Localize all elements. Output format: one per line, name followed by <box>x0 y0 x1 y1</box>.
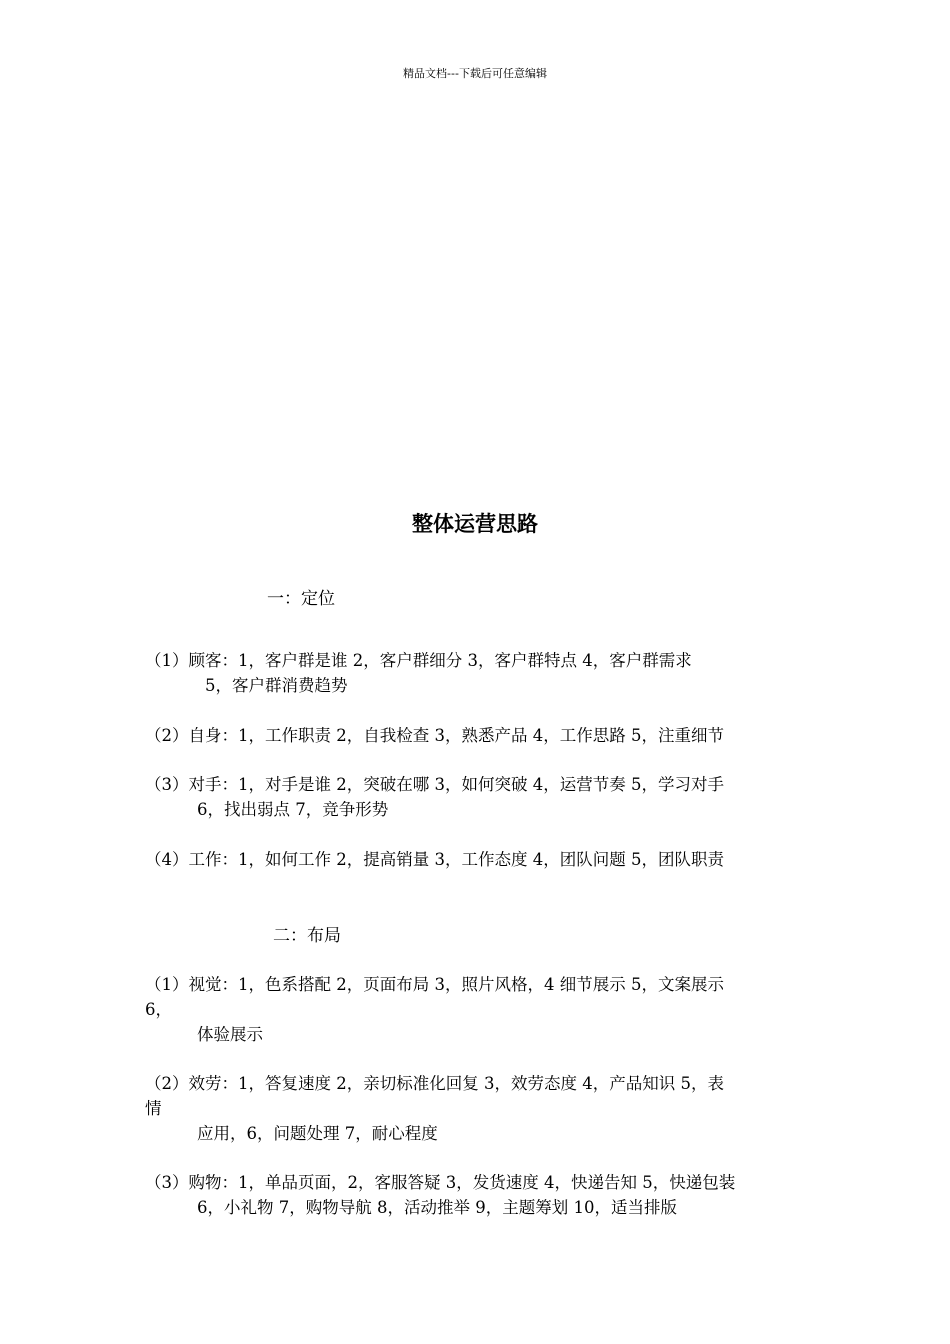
paragraph-line: （1）视觉：1，色系搭配 2，页面布局 3，照片风格，4 细节展示 5，文案展示 <box>145 975 724 994</box>
paragraph-line: 6， <box>145 1000 172 1019</box>
paragraph-line: （2）自身：1，工作职责 2，自我检查 3，熟悉产品 4，工作思路 5，注重细节 <box>145 726 724 745</box>
paragraph-line: 情 <box>145 1099 162 1118</box>
paragraph-work <box>145 847 815 872</box>
paragraph-self <box>145 723 815 748</box>
paragraph-line: （4）工作：1，如何工作 2，提高销量 3，工作态度 4，团队问题 5，团队职责 <box>145 850 724 869</box>
section-heading-layout: 二：布局 <box>273 926 341 946</box>
paragraph-line: （2）效劳：1，答复速度 2，亲切标准化回复 3，效劳态度 4，产品知识 5，表 <box>145 1074 724 1093</box>
paragraph-line: 6，小礼物 7，购物导航 8，活动推举 9，主题筹划 10，适当排版 <box>197 1198 677 1217</box>
section-heading-positioning: 一：定位 <box>267 589 335 609</box>
paragraph-line: （3）对手：1，对手是谁 2，突破在哪 3，如何突破 4，运营节奏 5，学习对手 <box>145 775 724 794</box>
paragraph-shopping <box>145 1170 815 1220</box>
paragraph-line: 应用，6，问题处理 7，耐心程度 <box>197 1124 438 1143</box>
document-title: 整体运营思路 <box>412 512 538 536</box>
paragraph-service <box>145 1071 815 1146</box>
paragraph-line: 6，找出弱点 7，竞争形势 <box>197 800 389 819</box>
paragraph-visual <box>145 972 815 1047</box>
paragraph-competitors <box>145 772 815 822</box>
page-header-note: 精品文档---下载后可任意编辑 <box>403 67 547 80</box>
paragraph-line: （1）顾客：1，客户群是谁 2，客户群细分 3，客户群特点 4，客户群需求 <box>145 651 692 670</box>
paragraph-line: 体验展示 <box>197 1025 263 1044</box>
paragraph-customers <box>145 648 815 698</box>
paragraph-line: 5，客户群消费趋势 <box>205 676 348 695</box>
paragraph-line: （3）购物：1，单品页面，2，客服答疑 3，发货速度 4，快递告知 5，快递包装 <box>145 1173 736 1192</box>
